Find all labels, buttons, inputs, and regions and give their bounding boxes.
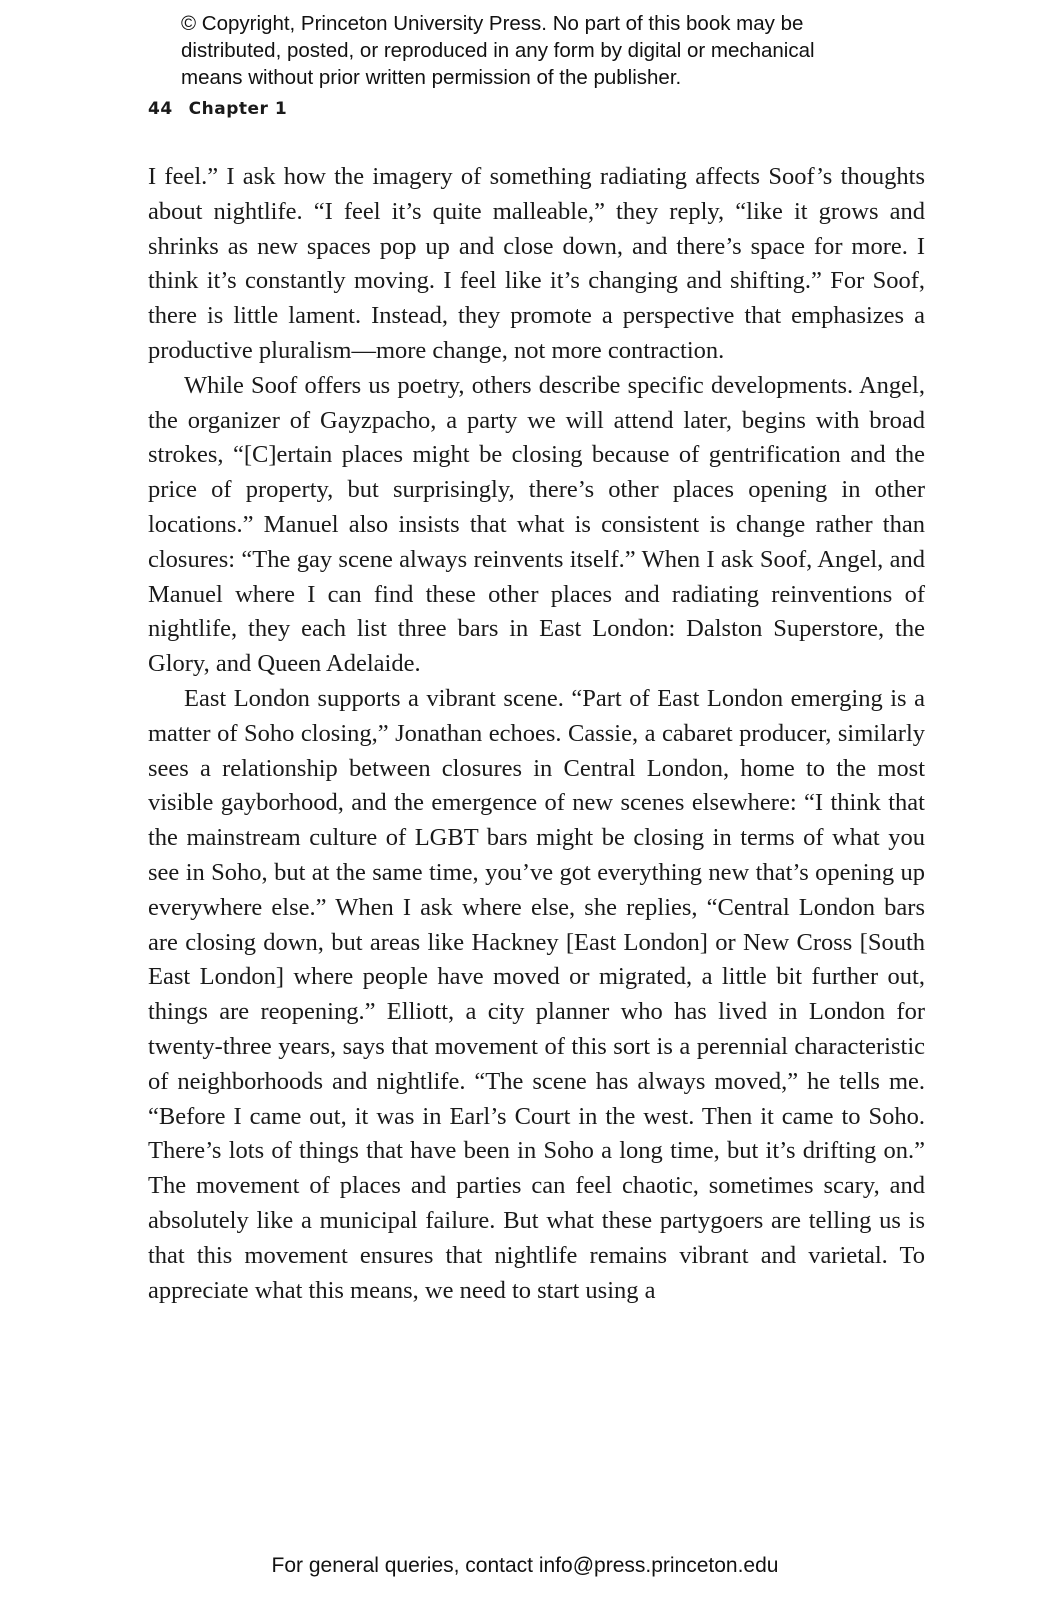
copyright-notice [181, 10, 941, 91]
paragraph: While Soof offers us poetry, others describe specific developments. Angel, the organizer of Gayzpacho, a party we will attend later, begins with broad strokes, “[C]ertain places might be closing because of gentrification and the price of property, but surprisingly, there’s other places opening in other locations.” Manuel also insists that what is consistent is change rather than closures: “The gay scene always reinvents itself.” When I ask Soof, Angel, and Manuel where I can find these other places and radiating reinventions of nightlife, they each list three bars in East London: Dalston Superstore, the Glory, and Queen Adelaide. [148, 371, 925, 678]
chapter-title: Chapter 1 [188, 99, 288, 119]
paragraph: I feel.” I ask how the imagery of something radiating affects Soof’s thoughts about nightlife. “I feel it’s quite malleable,” they reply, “like it grows and shrinks as new spaces pop up and close down, and there’s space for more. I think it’s constantly moving. I feel like it’s changing and shifting.” For Soof, there is little lament. Instead, they promote a perspective that emphasizes a productive pluralism—more change, not more contraction. [148, 163, 925, 364]
footer-contact: For general queries, contact info@press.princeton.edu [271, 1554, 779, 1577]
copyright-line: distributed, posted, or reproduced in any form by digital or mechanical [181, 39, 815, 62]
page-number: 44 [148, 99, 173, 119]
copyright-line: © Copyright, Princeton University Press. No part of this book may be [181, 12, 804, 35]
body-text [148, 160, 925, 1308]
running-head [148, 99, 287, 119]
copyright-line: means without prior written permission of the publisher. [181, 66, 682, 89]
paragraph: East London supports a vibrant scene. “Part of East London emerging is a matter of Soho closing,” Jonathan echoes. Cassie, a cabaret producer, similarly sees a relationship between closures in Central London, home to the most visible gayborhood, and the emergence of new scenes elsewhere: “I think that the mainstream culture of LGBT bars might be closing in terms of what you see in Soho, but at the same time, you’ve got everything new that’s opening up everywhere else.” When I ask where else, she replies, “Central London bars are closing down, but areas like Hackney [East London] or New Cross [South East London] where people have moved or migrated, a little bit further out, things are reopening.” Elliott, a city planner who has lived in London for twenty-three years, says that movement of this sort is a perennial characteristic of neighborhoods and nightlife. “The scene has always moved,” he tells me. “Before I came out, it was in Earl’s Court in the west. Then it came to Soho. There’s lots of things that have been in Soho a long time, but it’s drifting on.” The movement of places and parties can feel chaotic, sometimes scary, and absolutely like a municipal failure. But what these partygoers are telling us is that this movement ensures that nightlife remains vibrant and varietal. To appreciate what this means, we need to start using a [148, 684, 925, 1304]
